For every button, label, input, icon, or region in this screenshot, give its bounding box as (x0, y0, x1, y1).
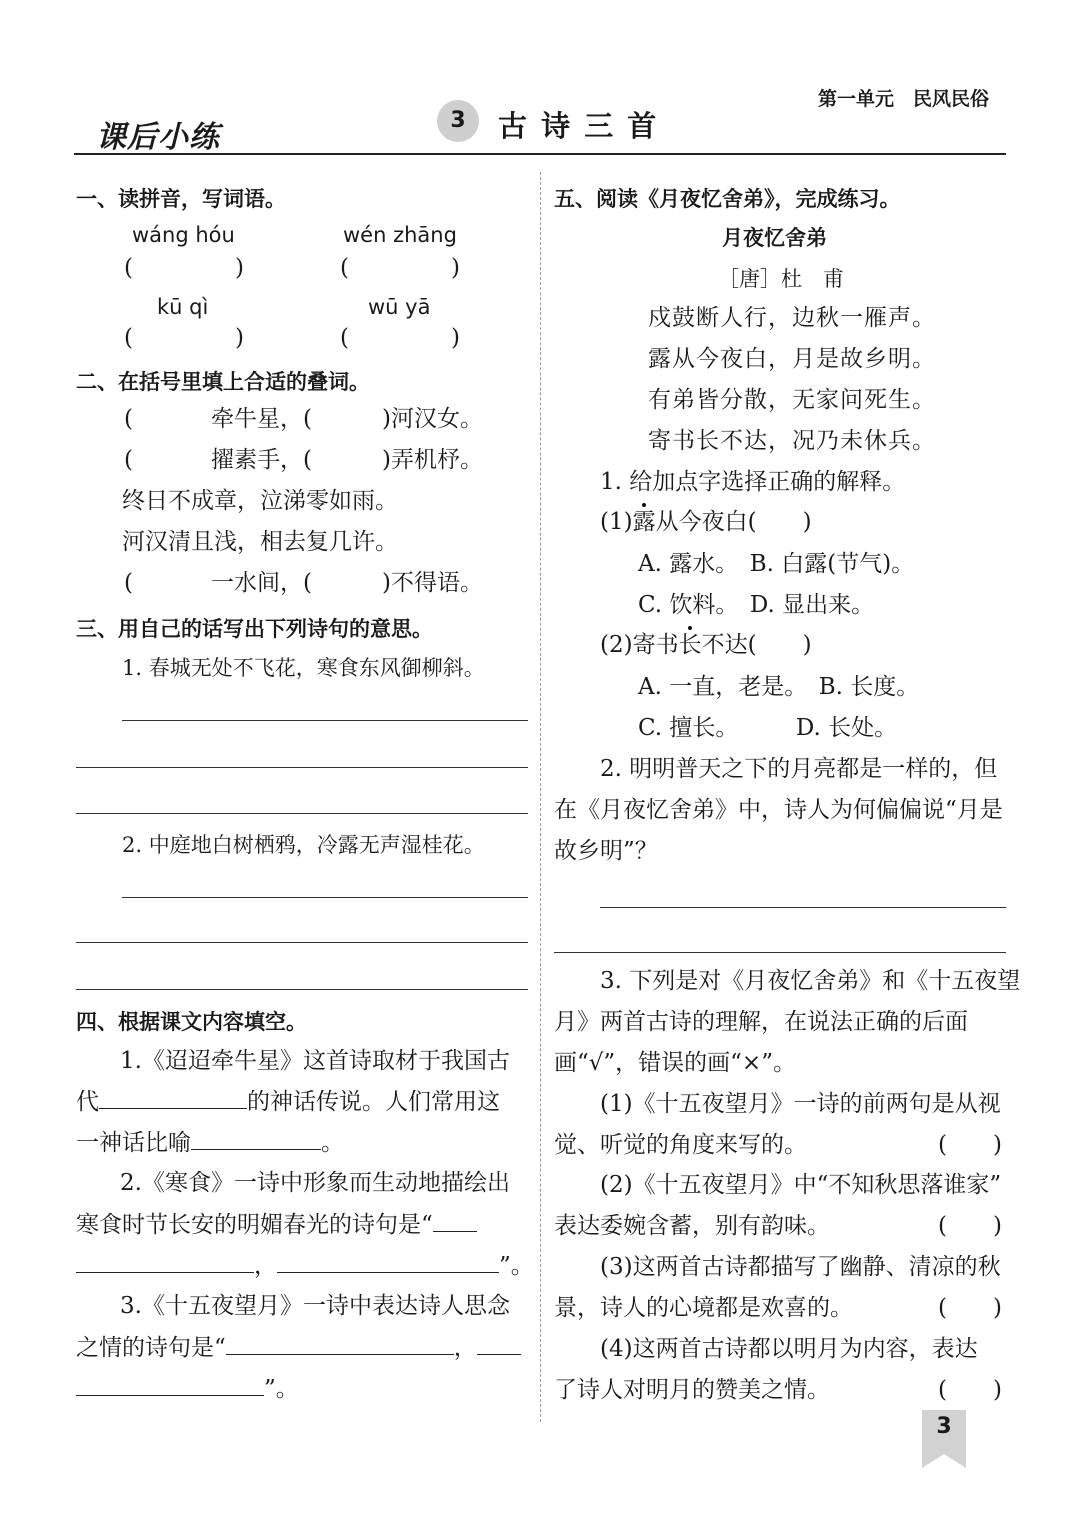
s5-q3-line3: 画“√”，错误的画“×”。 (554, 1050, 796, 1076)
judge-item-3a: (3)这两首古诗都描写了幽静、清凉的秋 (600, 1254, 1001, 1280)
fill-blank[interactable] (226, 1332, 454, 1355)
s4-q1-line2: 代 的神话传说。人们常用这 (76, 1086, 500, 1117)
dotted-char: 长 (678, 632, 702, 658)
s4-q2-line3: ， ”。 (76, 1250, 534, 1281)
s5-q2-line2: 在《月夜忆舍弟》中，诗人为何偏偏说“月是 (554, 797, 1003, 823)
judge-box-1[interactable]: ( ) (938, 1132, 1002, 1158)
answer-box-1[interactable]: ( ) (124, 255, 244, 281)
s4-q2-line2: 寒食时节长安的明媚春光的诗句是“ (76, 1209, 477, 1240)
section-2-title: 二、在括号里填上合适的叠词。 (76, 370, 370, 394)
judge-box-2[interactable]: ( ) (938, 1213, 1002, 1239)
fill-blank[interactable] (76, 1373, 264, 1396)
dotted-char: 露 (632, 509, 656, 535)
judge-item-4a: (4)这两首古诗都以明月为内容，表达 (600, 1336, 978, 1362)
judge-item-3b: 景，诗人的心境都是欢喜的。 (554, 1295, 853, 1321)
answer-box-4[interactable]: ( ) (340, 325, 460, 351)
s3-question-1: 1. 春城无处不飞花，寒食东风御柳斜。 (122, 656, 485, 680)
fill-blank[interactable] (99, 1086, 247, 1109)
unit-label: 第一单元 民风民俗 (818, 88, 990, 110)
pinyin-wang-hou: wáng hóu (132, 223, 235, 247)
section-3-title: 三、用自己的话写出下列诗句的意思。 (76, 617, 433, 641)
s5-q1-1-options-a: A. 露水。 B. 白露(节气)。 (638, 551, 915, 577)
poem-line: 戍鼓断人行，边秋一雁声。 (648, 305, 936, 331)
fill-blank[interactable] (191, 1127, 321, 1150)
judge-box-4[interactable]: ( ) (938, 1377, 1002, 1403)
poem-line-4: 河汉清且浅，相去复几许。 (122, 529, 398, 555)
section-1-title: 一、读拼音，写词语。 (76, 187, 286, 211)
judge-item-1a: (1)《十五夜望月》一诗的前两句是从视 (600, 1091, 1001, 1117)
poem-author: ［唐］杜 甫 (718, 267, 844, 291)
poem-title: 月夜忆舍弟 (722, 226, 827, 250)
s5-q2-line1: 2. 明明普天之下的月亮都是一样的，但 (600, 756, 998, 782)
answer-line[interactable] (600, 907, 1006, 908)
column-divider (540, 172, 541, 1422)
pinyin-wen-zhang: wén zhāng (343, 223, 457, 247)
lesson-title: 古 诗 三 首 (498, 109, 659, 143)
judge-box-3[interactable]: ( ) (938, 1295, 1002, 1321)
s5-q3-line2: 月》两首古诗的理解，在说法正确的后面 (554, 1009, 968, 1035)
lesson-number-badge (437, 100, 479, 142)
judge-item-4b: 了诗人对明月的赞美之情。 (554, 1377, 830, 1403)
s4-q3-line3: ”。 (76, 1373, 299, 1404)
fill-blank[interactable] (277, 1250, 499, 1273)
answer-box-3[interactable]: ( ) (124, 325, 244, 351)
answer-line[interactable] (76, 767, 528, 768)
s4-q2-line1: 2.《寒食》一诗中形象而生动地描绘出 (120, 1170, 510, 1196)
answer-line[interactable] (76, 989, 528, 990)
judge-item-1b: 觉、听觉的角度来写的。 (554, 1132, 807, 1158)
s5-q1: 1. 给加点字选择正确的解释。 (600, 469, 906, 495)
judge-item-2a: (2)《十五夜望月》中“不知秋思落谁家” (600, 1172, 1002, 1198)
fill-blank[interactable] (433, 1209, 477, 1232)
answer-line[interactable] (122, 720, 528, 721)
answer-line[interactable] (76, 813, 528, 814)
s5-q2-line3: 故乡明”？ (554, 838, 658, 864)
section-4-title: 四、根据课文内容填空。 (76, 1010, 307, 1034)
poem-line: 寄书长不达，况乃未休兵。 (648, 428, 936, 454)
s4-q1-line1: 1.《迢迢牵牛星》这首诗取材于我国古 (120, 1048, 510, 1074)
s5-q1-2: (2)寄书长不达( ) (600, 632, 812, 658)
header-brand: 课后小练 (96, 120, 220, 155)
section-5-title: 五、阅读《月夜忆舍弟》，完成练习。 (554, 187, 901, 211)
s5-q1-2-options-b: C. 擅长。 D. 长处。 (638, 715, 898, 741)
doubled-word-line-5: ( 一水间，( )不得语。 (124, 570, 483, 596)
s5-q3-line1: 3. 下列是对《月夜忆舍弟》和《十五夜望 (600, 968, 1021, 994)
fill-blank[interactable] (477, 1332, 521, 1355)
judge-item-2b: 表达委婉含蓄，别有韵味。 (554, 1213, 830, 1239)
page-number: 3 (936, 1414, 952, 1439)
page-number-tab (922, 1410, 966, 1468)
poem-line: 露从今夜白，月是故乡明。 (648, 346, 936, 372)
s4-q3-line2: 之情的诗句是“ ， (76, 1332, 521, 1363)
header-rule (74, 153, 1006, 155)
doubled-word-line-2: ( 擢素手，( )弄机杼。 (124, 447, 483, 473)
lesson-number: 3 (450, 108, 466, 133)
answer-line[interactable] (76, 942, 528, 943)
s5-q1-1-options-b: C. 饮料。 D. 显出来。 (638, 592, 875, 618)
pinyin-wu-ya: wū yā (368, 295, 431, 319)
fill-blank[interactable] (76, 1250, 254, 1273)
answer-line[interactable] (122, 897, 528, 898)
poem-line-3: 终日不成章，泣涕零如雨。 (122, 488, 398, 514)
s5-q1-2-options-a: A. 一直，老是。 B. 长度。 (638, 674, 920, 700)
s3-question-2: 2. 中庭地白树栖鸦，冷露无声湿桂花。 (122, 833, 485, 857)
s4-q3-line1: 3.《十五夜望月》一诗中表达诗人思念 (120, 1293, 510, 1319)
answer-line[interactable] (554, 952, 1006, 953)
s5-q1-1: (1)露从今夜白( ) (600, 509, 812, 535)
poem-line: 有弟皆分散，无家问死生。 (648, 387, 936, 413)
pinyin-ku-qi: kū qì (157, 295, 209, 319)
s4-q1-line3: 一神话比喻 。 (76, 1127, 344, 1158)
answer-box-2[interactable]: ( ) (340, 255, 460, 281)
doubled-word-line-1: ( 牵牛星，( )河汉女。 (124, 406, 483, 432)
